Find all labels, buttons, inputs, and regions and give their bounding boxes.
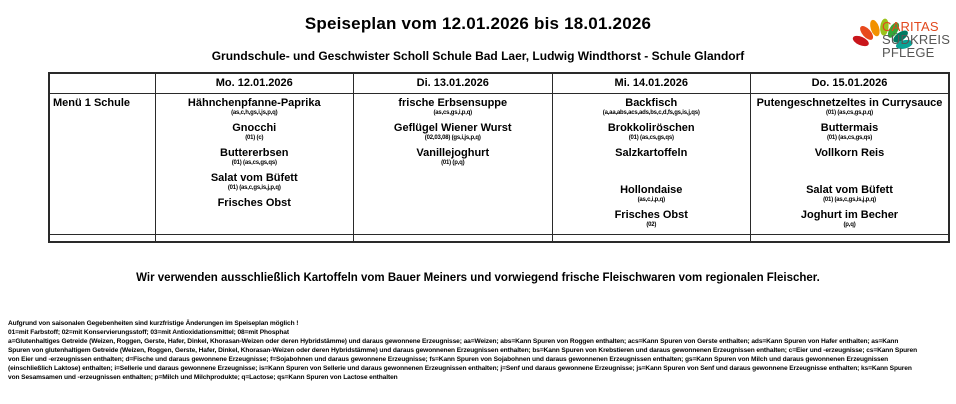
dish-codes: (02,03,08) (gs,i,js,p,q): [424, 134, 481, 141]
dish-item: [751, 184, 948, 204]
dish-item: [751, 97, 948, 117]
menu-table: [48, 72, 950, 243]
dish-item: [156, 122, 354, 142]
column-header: Di. 13.01.2026: [354, 73, 553, 93]
dish-codes: (01) (as,cs,gs,qs): [628, 134, 674, 141]
dish-name: Gnocchi: [232, 121, 277, 134]
dish-name: Frisches Obst: [614, 208, 688, 221]
day-cell: [354, 93, 553, 234]
dish-name: Salat vom Büfett: [210, 171, 298, 184]
dish-name: Vanillejoghurt: [416, 146, 490, 159]
dish-name: Backfisch: [625, 96, 678, 109]
dish-name: Hollondaise: [620, 183, 683, 196]
dish-name: Vollkorn Reis: [814, 146, 885, 159]
dish-item: [553, 184, 751, 204]
dish-item: [553, 147, 751, 160]
page-title: Speiseplan vom 12.01.2026 bis 18.01.2026: [304, 14, 652, 33]
footnote-line: von Sesamsamen und -erzeugnissen enthalten; p=Milch und Milchprodukte; q=Lactose; qs=Kann Spuren von Lactose enthalten: [8, 374, 398, 381]
footnote-line: Spuren von glutenhaltigem Getreide (Weizen, Roggen, Gerste, Hafer, Dinkel, Khorasan-Weizen oder deren Hybridstämme) und daraus gewonnenen Erzeugnissen enthalten; bs=Kann Spuren von Krebstieren und daraus gewonnenen Erzeugnissen enthalten; c=Eier und -erzeugnisse; cs=Kann Spuren: [8, 347, 918, 354]
dish-codes: (01) (c): [245, 134, 264, 141]
dish-item: [156, 147, 354, 167]
dish-codes: (a,aa,abs,acs,ads,bs,c,d,fs,gs,is,j,qs): [602, 109, 700, 116]
dish-name: Geflügel Wiener Wurst: [393, 121, 512, 134]
dish-item: [156, 172, 354, 192]
dish-name: Salat vom Büfett: [806, 183, 893, 196]
dish-codes: (02): [646, 221, 657, 228]
dish-item: [751, 122, 948, 142]
logo-text-caritas: CARITAS: [882, 19, 939, 34]
empty-cell: [354, 234, 553, 242]
dish-codes: (01) (as,cs,gs,qs): [826, 134, 873, 141]
row-label: Menü 1 Schule: [49, 93, 155, 234]
dish-item: [354, 122, 552, 142]
dish-item: [354, 147, 552, 167]
dish-codes: (01) (as,c,gs,is,j,p,q): [227, 184, 281, 191]
footnote-line: von Eier und -erzeugnissen enthalten; d=Fische und daraus gewonnene Erzeugnisse; f=Sojabohnen und daraus gewonnene Erzeugnisse; fs=Kann Spuren von Sojabohnen und daraus gewonnenen Erzeugnissen enthalten; gs=Kann Spuren von Milch und daraus gewonnenen Erzeugnissen: [8, 356, 889, 363]
page-subtitle: Grundschule- und Geschwister Scholl Schule Bad Laer, Ludwig Windthorst - Schule Glandorf: [211, 49, 745, 63]
empty-cell: [552, 234, 751, 242]
footnote-line: Aufgrund von saisonalen Gegebenheiten sind kurzfristige Änderungen im Speiseplan möglich !: [8, 320, 299, 327]
logo-text-suedkreis: SÜDKREIS: [882, 32, 951, 47]
footnote-line: (einschließlich Laktose) enthalten; i=Sellerie und daraus gewonnene Erzeugnisse; is=Kann Spuren von Sellerie und daraus gewonnenen Erzeugnissen enthalten; j=Senf und daraus gewonnene Erzeugnisse; js=Kann Spuren von Senf und daraus gewonnene Erzeugnisse enthalten; ks=Kann Spuren: [8, 365, 912, 372]
dish-codes: (01) (as,cs,gs,p,q): [826, 109, 873, 116]
dish-codes: (01) (as,cs,gs,qs): [231, 159, 277, 166]
empty-row: [49, 234, 949, 242]
column-header: Mo. 12.01.2026: [155, 73, 354, 93]
dish-name: Salzkartoffeln: [615, 146, 688, 159]
dish-codes: (01) (p,q): [441, 159, 465, 166]
empty-cell: [751, 234, 950, 242]
dish-item: [156, 197, 354, 210]
day-cell: [751, 93, 950, 234]
empty-cell: [49, 234, 155, 242]
day-cell: [155, 93, 354, 234]
menu-row: [49, 93, 949, 234]
dish-item: [156, 97, 354, 117]
column-header: Mi. 14.01.2026: [552, 73, 751, 93]
column-header: Do. 15.01.2026: [751, 73, 950, 93]
dish-name: Joghurt im Becher: [800, 208, 899, 221]
footnote-line: a=Glutenhaltiges Getreide (Weizen, Roggen, Gerste, Hafer, Dinkel, Khorasan-Weizen oder deren Hybridstämme) und daraus gewonnene Erzeugnisse; aa=Weizen; abs=Kann Spuren von Roggen enthalten; acs=Kann Spuren von Gerste enthalten; ads=Kann Spuren von Hafer enthalten; as=Kann: [8, 338, 899, 345]
dish-name: frische Erbsensuppe: [398, 96, 508, 109]
dish-codes: (p,q): [843, 221, 856, 228]
dish-codes: (as,c,i,p,q): [637, 196, 665, 203]
footnote-line: 01=mit Farbstoff; 02=mit Konservierungsstoff; 03=mit Antioxidationsmittel; 08=mit Phosphat: [8, 329, 289, 336]
dish-name: Buttererbsen: [220, 146, 289, 159]
dish-name: Buttermais: [820, 121, 879, 134]
empty-cell: [155, 234, 354, 242]
dish-item: [354, 97, 552, 117]
footnotes: [8, 319, 954, 382]
dish-item: [751, 209, 948, 229]
dish-name: Hähnchenpfanne-Paprika: [187, 96, 321, 109]
dish-name: Putengeschnetzeltes in Currysauce: [756, 96, 943, 109]
table-header-row: [49, 73, 949, 93]
table-corner-cell: [49, 73, 155, 93]
dish-name: Frisches Obst: [217, 196, 291, 209]
dish-item: [553, 209, 751, 229]
dish-codes: (01) (as,c,gs,is,j,p,q): [823, 196, 876, 203]
dish-codes: (as,c,h,gs,i,js,p,q): [231, 109, 278, 116]
dish-codes: (as,cs,gs,i,p,q): [433, 109, 472, 116]
regional-note: Wir verwenden ausschließlich Kartoffeln vom Bauer Meiners und vorwiegend frische Fleischwaren vom regionalen Fleischer.: [136, 272, 820, 284]
dish-name: Brokkoliröschen: [607, 121, 695, 134]
dish-item: [553, 122, 751, 142]
logo-text-pflege: PFLEGE: [882, 45, 935, 60]
dish-item: [553, 97, 751, 117]
day-cell: [552, 93, 751, 234]
dish-item: [751, 147, 948, 160]
